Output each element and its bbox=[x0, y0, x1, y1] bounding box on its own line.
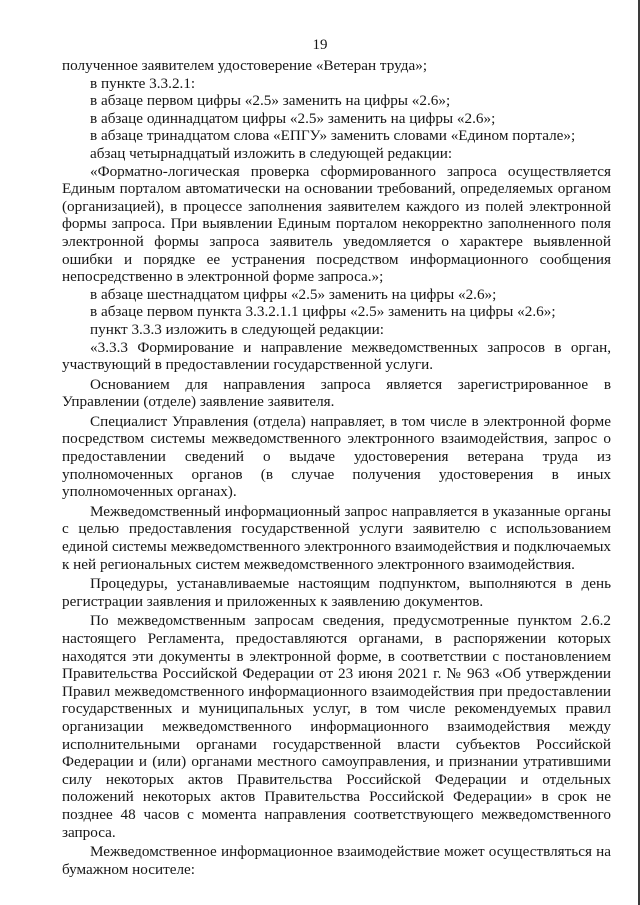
paragraph: в абзаце одиннадцатом цифры «2.5» заменить на цифры «2.6»; bbox=[90, 109, 496, 127]
paragraph: Межведомственный информационный запрос направляется в указанные органы с целью предоставления государственной услуги заявителю с использованием единой системы межведомственного электронного взаимодействия и подключаемых к ней региональных систем межведомственного электронного взаимодействия. bbox=[62, 502, 611, 573]
paragraph: в абзаце тринадцатом слова «ЕПГУ» заменить словами «Едином портале»; bbox=[90, 127, 576, 145]
paragraph: Основанием для направления запроса является зарегистрированное в Управлении (отделе) заявление заявителя. bbox=[62, 375, 611, 411]
paragraph: в абзаце шестнадцатом цифры «2.5» заменить на цифры «2.6»; bbox=[90, 285, 497, 303]
paragraph: абзац четырнадцатый изложить в следующей редакции: bbox=[90, 144, 453, 162]
paragraph: «Форматно-логическая проверка сформированного запроса осуществляется Единым порталом автоматически на основании требований, определяемых органом (организацией), в процессе заполнения заявителем каждого из полей электронной формы запроса. При выявлении Единым порталом некорректно заполненного поля электронной формы запроса заявитель уведомляется о характере выявленной ошибки и порядке ее устранения посредством информационного сообщения непосредственно в электронной форме запроса.»; bbox=[62, 162, 611, 286]
paragraph: «3.3.3 Формирование и направление межведомственных запросов в орган, участвующий в предоставлении государственной услуги. bbox=[62, 338, 611, 374]
paragraph: пункт 3.3.3 изложить в следующей редакции: bbox=[90, 320, 384, 338]
paragraph: полученное заявителем удостоверение «Ветеран труда»; bbox=[62, 57, 428, 74]
paragraph: Межведомственное информационное взаимодействие может осуществляться на бумажном носителе: bbox=[62, 843, 611, 878]
paragraph: в пункте 3.3.2.1: bbox=[90, 74, 196, 92]
document-body bbox=[62, 57, 611, 878]
paragraph: Специалист Управления (отдела) направляет, в том числе в электронной форме посредством системы межведомственного электронного взаимодействия, запрос о предоставлении сведений о выдаче удостоверения ветерана труда из уполномоченных органов (в случае получения удостоверения в иных уполномоченных органах). bbox=[62, 412, 611, 501]
paragraph: Процедуры, устанавливаемые настоящим подпунктом, выполняются в день регистрации заявления и приложенных к заявлению документов. bbox=[62, 575, 611, 610]
paragraph: в абзаце первом цифры «2.5» заменить на цифры «2.6»; bbox=[90, 92, 451, 110]
page-number: 19 bbox=[312, 37, 328, 53]
paragraph: в абзаце первом пункта 3.3.2.1.1 цифры «2.5» заменить на цифры «2.6»; bbox=[90, 303, 556, 321]
paragraph: По межведомственным запросам сведения, предусмотренные пунктом 2.6.2 настоящего Регламента, предоставляются органами, в распоряжении которых находятся эти документы в электронной форме, в соответствии с постановлением Правительства Российской Федерации от 23 июня 2021 г. № 963 «Об утверждении Правил межведомственного информационного взаимодействия при предоставлении государственных и муниципальных услуг, в том числе рекомендуемых правил организации межведомственного информационного взаимодействия между исполнительными органами государственной власти субъектов Российской Федерации и (или) органами местного самоуправления, и признании утратившими силу некоторых актов Правительства Российской Федерации и отдельных положений некоторых актов Правительства Российской Федерации» в срок не позднее 48 часов с момента направления соответствующего межведомственного запроса. bbox=[62, 612, 611, 841]
